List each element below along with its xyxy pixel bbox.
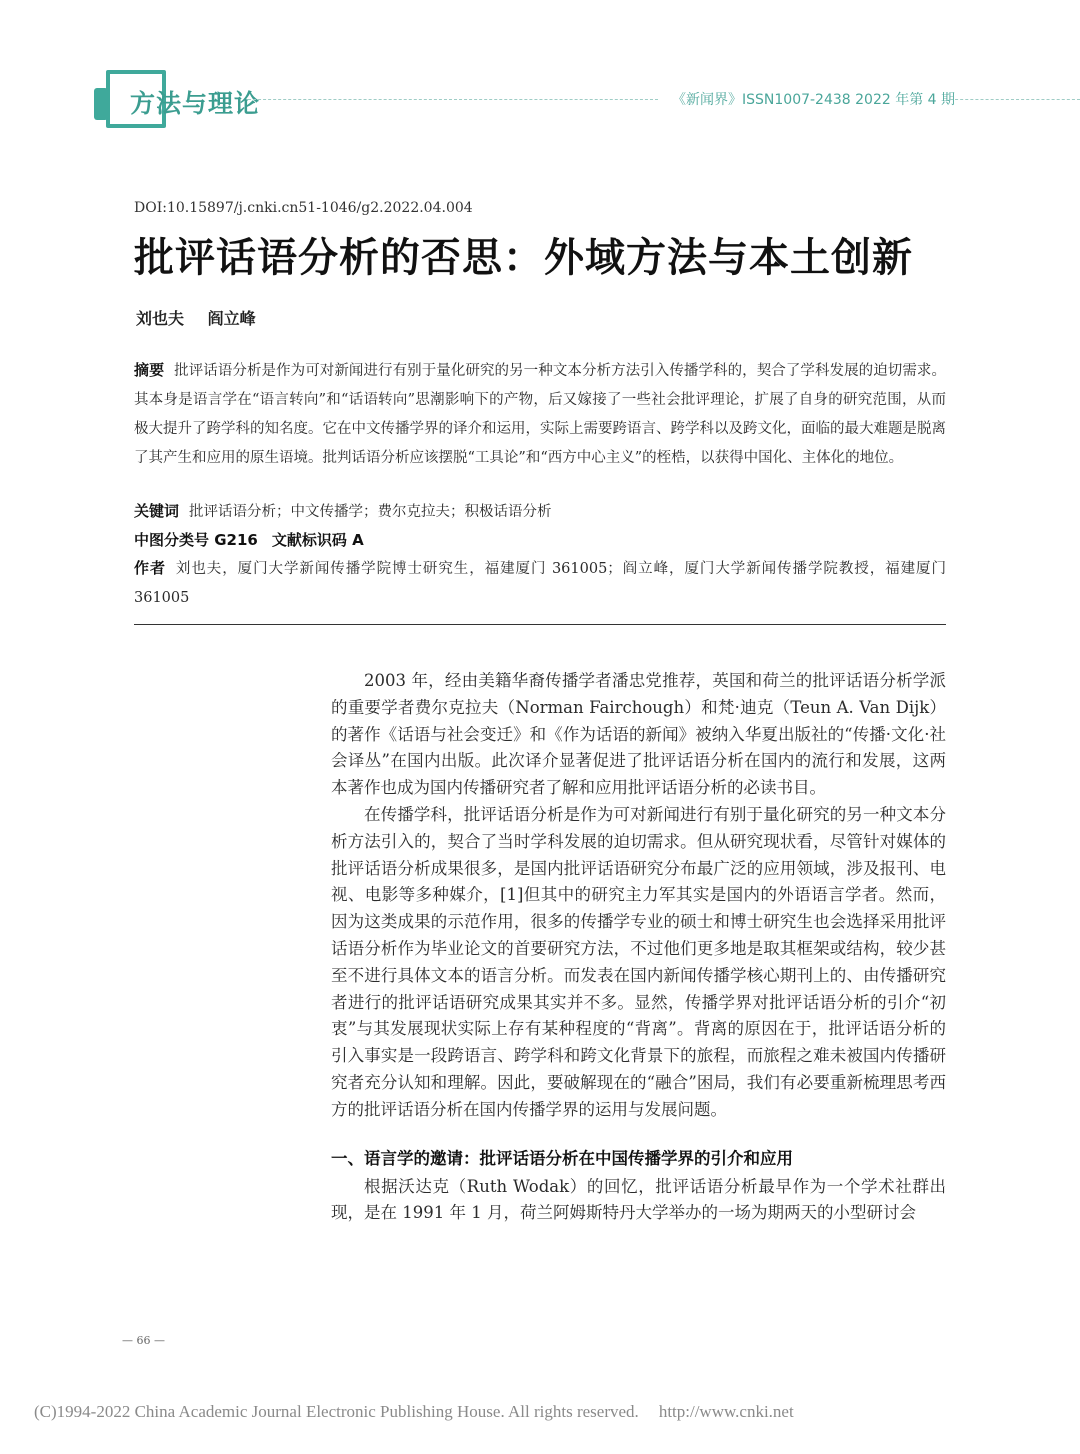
author-info <box>134 554 946 613</box>
abstract-text: 批评话语分析是作为可对新闻进行有别于量化研究的另一种文本分析方法引入传播学科的，契合了学科发展的迫切需求。其本身是语言学在“语言转向”和“话语转向”思潮影响下的产物，后又嫁接了一些社会批评理论，扩展了自身的研究范围，从而极大提升了跨学科的知名度。它在中文传播学界的译介和运用，实际上需要跨语言、跨学科以及跨文化，面临的最大难题是脱离了其产生和应用的原生语境。批判话语分析应该摆脱“工具论”和“西方中心主义”的桎梏，以获得中国化、主体化的地位。 <box>134 363 946 466</box>
body-paragraph: 在传播学科，批评话语分析是作为可对新闻进行有别于量化研究的另一种文本分析方法引入的，契合了当时学科发展的迫切需求。但从研究现状看，尽管针对媒体的批评话语分析成果很多，是国内批评话语研究分布最广泛的应用领域，涉及报刊、电视、电影等多种媒介，[1]但其中的研究主力军其实是国内的外语语言学者。然而，因为这类成果的示范作用，很多的传播学专业的硕士和博士研究生也会选择采用批评话语分析作为毕业论文的首要研究方法，不过他们更多地是取其框架或结构，较少甚至不进行具体文本的语言分析。而发表在国内新闻传播学核心期刊上的、由传播研究者进行的批评话语研究成果其实并不多。显然，传播学界对批评话语分析的引介“初衷”与其发展现状实际上存有某种程度的“背离”。背离的原因在于，批评话语分析的引入事实是一段跨语言、跨学科和跨文化背景下的旅程，而旅程之难未被国内传播研究者充分认知和理解。因此，要破解现在的“融合”困局，我们有必要重新梳理思考西方的批评话语分析在国内传播学界的运用与发展问题。 <box>331 804 946 1119</box>
journal-logo-bar <box>94 88 108 120</box>
article-title: 批评话语分析的否思：外域方法与本土创新 <box>134 234 913 281</box>
abstract <box>134 356 946 473</box>
body-paragraph: 2003 年，经由美籍华裔传播学者潘忠党推荐，英国和荷兰的批评话语分析学派的重要学者费尔克拉夫（Norman Fairchough）和梵·迪克（Teun A. Van Dijk）的著作《话语与社会变迁》和《作为话语的新闻》被纳入华夏出版社的“传播·文化·社会译丛”在国内出版。此次译介显著促进了批评话语分析在国内的流行和发展，这两本著作也成为国内传播研究者了解和应用批评话语分析的必读书目。 <box>331 671 946 798</box>
author-info-text: 刘也夫，厦门大学新闻传播学院博士研究生，福建厦门 361005；阎立峰，厦门大学新闻传播学院教授，福建厦门 361005 <box>134 561 946 606</box>
document-code: 文献标识码 A <box>271 531 364 549</box>
keywords-text: 批评话语分析；中文传播学；费尔克拉夫；积极话语分析 <box>189 504 552 520</box>
page-number: — 66 — <box>122 1334 165 1347</box>
section-heading: 一、语言学的邀请：批评话语分析在中国传播学界的引介和应用 <box>331 1148 793 1168</box>
authors: 刘也夫 阎立峰 <box>136 309 256 328</box>
body-paragraph: 根据沃达克（Ruth Wodak）的回忆，批评话语分析最早作为一个学术社群出现，是在 1991 年 1 月，荷兰阿姆斯特丹大学举办的一场为期两天的小型研讨会 <box>331 1176 946 1223</box>
keywords-label: 关键词 <box>134 502 180 520</box>
cnki-link[interactable]: http://www.cnki.net <box>658 1402 794 1421</box>
copyright-notice <box>34 1402 794 1422</box>
header-divider-left <box>248 99 658 100</box>
copyright-text: (C)1994-2022 China Academic Journal Electronic Publishing House. All rights reserved. <box>34 1402 639 1421</box>
abstract-divider <box>134 624 946 625</box>
header-divider-right <box>950 99 1080 100</box>
doi: DOI:10.15897/j.cnki.cn51-1046/g2.2022.04.004 <box>134 200 473 216</box>
section-title: 方法与理论 <box>130 89 261 118</box>
abstract-label: 摘要 <box>134 361 165 379</box>
keywords <box>134 497 946 527</box>
classification-line <box>134 526 364 555</box>
journal-info: 《新闻界》ISSN1007-2438 2022 年第 4 期 <box>672 92 956 108</box>
article-body <box>331 668 946 1227</box>
classification-number: 中图分类号 G216 <box>134 531 258 549</box>
author-info-label: 作者 <box>134 559 166 577</box>
